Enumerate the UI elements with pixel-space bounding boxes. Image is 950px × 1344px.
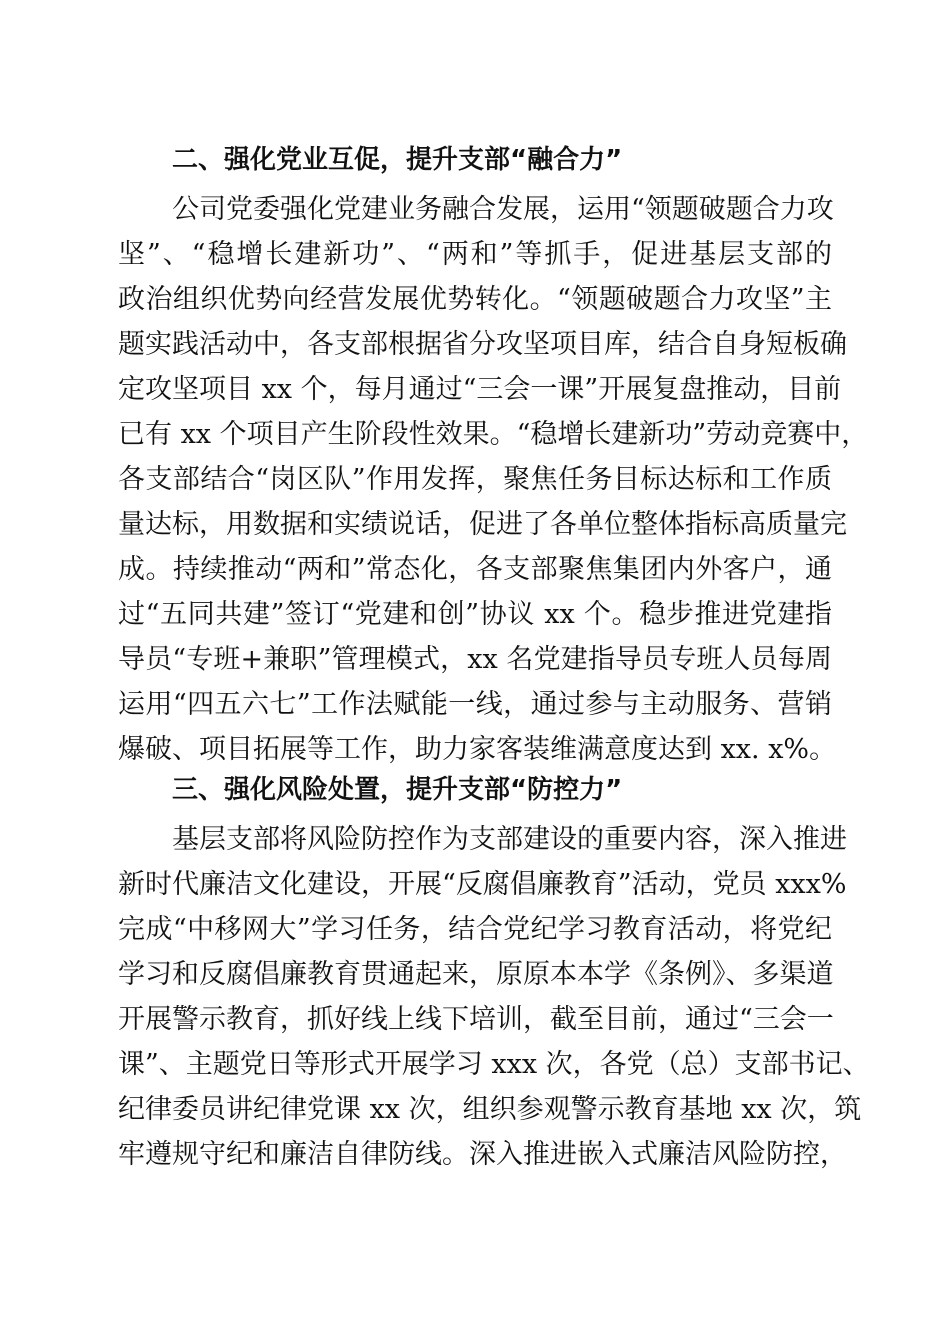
paragraph-line: 定攻坚项目 xx 个，每月通过“三会一课”开展复盘推动，目前 [118, 374, 842, 405]
paragraph-line: 课”、主题党日等形式开展学习 xxx 次，各党（总）支部书记、 [118, 1049, 870, 1080]
paragraph-line: 运用“四五六七”工作法赋能一线，通过参与主动服务、营销 [118, 689, 832, 720]
paragraph-line: 题实践活动中，各支部根据省分攻坚项目库，结合自身短板确 [118, 329, 847, 360]
paragraph-line: 纪律委员讲纪律党课 xx 次，组织参观警示教育基地 xx 次，筑 [118, 1094, 862, 1125]
paragraph-line: 各支部结合“岗区队”作用发挥，聚焦任务目标达标和工作质 [118, 464, 832, 495]
paragraph-line: 公司党委强化党建业务融合发展，运用“领题破题合力攻 [172, 194, 834, 225]
paragraph-line: 牢遵规守纪和廉洁自律防线。深入推进嵌入式廉洁风险防控， [118, 1139, 847, 1170]
paragraph-line: 开展警示教育，抓好线上线下培训，截至目前，通过“三会一 [118, 1004, 834, 1035]
section-heading: 二、强化党业互促，提升支部“融合力” [172, 145, 623, 175]
paragraph-line: 成。持续推动“两和”常态化，各支部聚焦集团内外客户，通 [118, 554, 832, 585]
paragraph-line: 导员“专班+兼职”管理模式，xx 名党建指导员专班人员每周 [118, 644, 832, 675]
paragraph-line: 学习和反腐倡廉教育贯通起来，原原本本学《条例》、多渠道 [118, 959, 834, 990]
paragraph-line: 新时代廉洁文化建设，开展“反腐倡廉教育”活动，党员 xxx% [118, 869, 847, 900]
paragraph-line: 量达标，用数据和实绩说话，促进了各单位整体指标高质量完 [118, 509, 847, 540]
section-heading: 三、强化风险处置，提升支部“防控力” [172, 775, 623, 805]
paragraph-line: 坚”、“稳增长建新功”、“两和”等抓手，促进基层支部的 [118, 239, 832, 270]
paragraph-line: 基层支部将风险防控作为支部建设的重要内容，深入推进 [172, 824, 847, 855]
paragraph-line: 政治组织优势向经营发展优势转化。“领题破题合力攻坚”主 [118, 284, 832, 315]
paragraph-line: 完成“中移网大”学习任务，结合党纪学习教育活动，将党纪 [118, 914, 832, 945]
paragraph-line: 已有 xx 个项目产生阶段性效果。“稳增长建新功”劳动竞赛中， [118, 419, 869, 450]
paragraph-line: 爆破、项目拓展等工作，助力家客装维满意度达到 xx. x%。 [118, 734, 837, 765]
paragraph-line: 过“五同共建”签订“党建和创”协议 xx 个。稳步推进党建指 [118, 599, 832, 630]
